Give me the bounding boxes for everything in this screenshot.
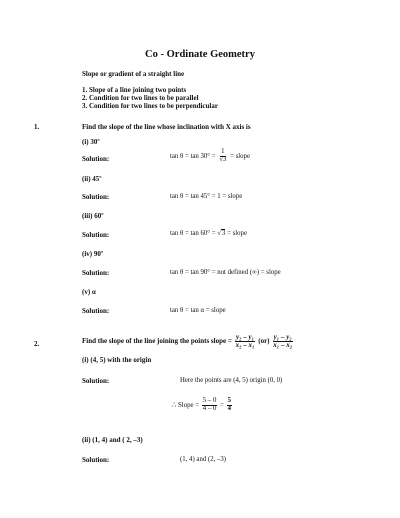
page-title: Co - Ordinate Geometry: [145, 49, 255, 60]
calc-numerator: 5 – 0: [202, 397, 217, 404]
part-label: (ii) (1, 4) and ( 2, –3): [82, 436, 143, 444]
solution-text: = slope: [228, 152, 250, 160]
solution-tan60: tan θ = tan 60° = √3 = slope: [170, 230, 247, 237]
solution-points: (1, 4) and (2, –3): [180, 456, 227, 463]
result-denominator: 4: [227, 404, 231, 412]
question-2-prompt: Find the slope of the line joining the points slope =: [82, 337, 234, 346]
topic-item-3: 3. Condition for two lines to be perpendicular: [82, 102, 218, 110]
solution-text: = slope: [225, 230, 247, 237]
solution-text: tan θ = tan 60° =: [170, 230, 218, 237]
solution-text: tan θ = tan 30° =: [170, 152, 218, 160]
solution-label: Solution:: [82, 456, 110, 464]
slope-calc-prefix: ∴ Slope =: [172, 401, 201, 409]
fraction-numerator: 1: [221, 148, 225, 155]
slope-formula-alt-numerator: y₁ – y₂: [273, 333, 292, 341]
solution-label: Solution:: [82, 155, 110, 163]
topic-item-1: 1. Slope of a line joining two points: [82, 86, 187, 94]
part-label: (v) α: [82, 288, 96, 296]
solution-tan90: tan θ = tan 90° = not defined (∞) = slope: [170, 269, 281, 276]
part-label: (iv) 90º: [82, 250, 104, 258]
solution-label: Solution:: [82, 377, 110, 385]
slope-formula-numerator: y₂ – y₁: [235, 333, 255, 341]
fraction-denominator: √3: [219, 155, 227, 163]
result-numerator: 5: [227, 397, 231, 404]
slope-formula-denominator: x₂ – x₁: [235, 341, 255, 349]
solution-label: Solution:: [82, 269, 110, 277]
question-2-number: 2.: [34, 340, 40, 348]
solution-label: Solution:: [82, 307, 110, 315]
part-label: (i) (4, 5) with the origin: [82, 356, 152, 364]
section-subtitle: Slope or gradient of a straight line: [82, 70, 185, 78]
solution-label: Solution:: [82, 193, 110, 201]
solution-tan45: tan θ = tan 45° = 1 = slope: [170, 193, 243, 200]
question-2-text: [82, 334, 294, 349]
question-1-number: 1.: [34, 123, 40, 131]
question-1-text: Find the slope of the line whose inclination with X axis is: [82, 123, 251, 131]
sqrt-value: 3: [221, 230, 226, 237]
equals-sign: =: [218, 401, 226, 409]
slope-calculation: [172, 398, 233, 413]
or-text: (or): [256, 337, 272, 346]
part-label: (iii) 60º: [82, 212, 104, 220]
part-label: (i) 30º: [82, 138, 100, 146]
part-label: (ii) 45º: [82, 175, 102, 183]
solution-tan-alpha: tan θ = tan α = slope: [170, 307, 226, 314]
topic-item-2: 2. Condition for two lines to be parallel: [82, 94, 199, 102]
calc-denominator: 4 – 0: [202, 404, 217, 412]
solution-points: Here the points are (4, 5) origin (0, 0): [180, 377, 283, 384]
slope-formula-alt-denominator: x₁ – x₂: [273, 341, 293, 349]
solution-tan30: [170, 149, 250, 164]
solution-label: Solution:: [82, 231, 110, 239]
